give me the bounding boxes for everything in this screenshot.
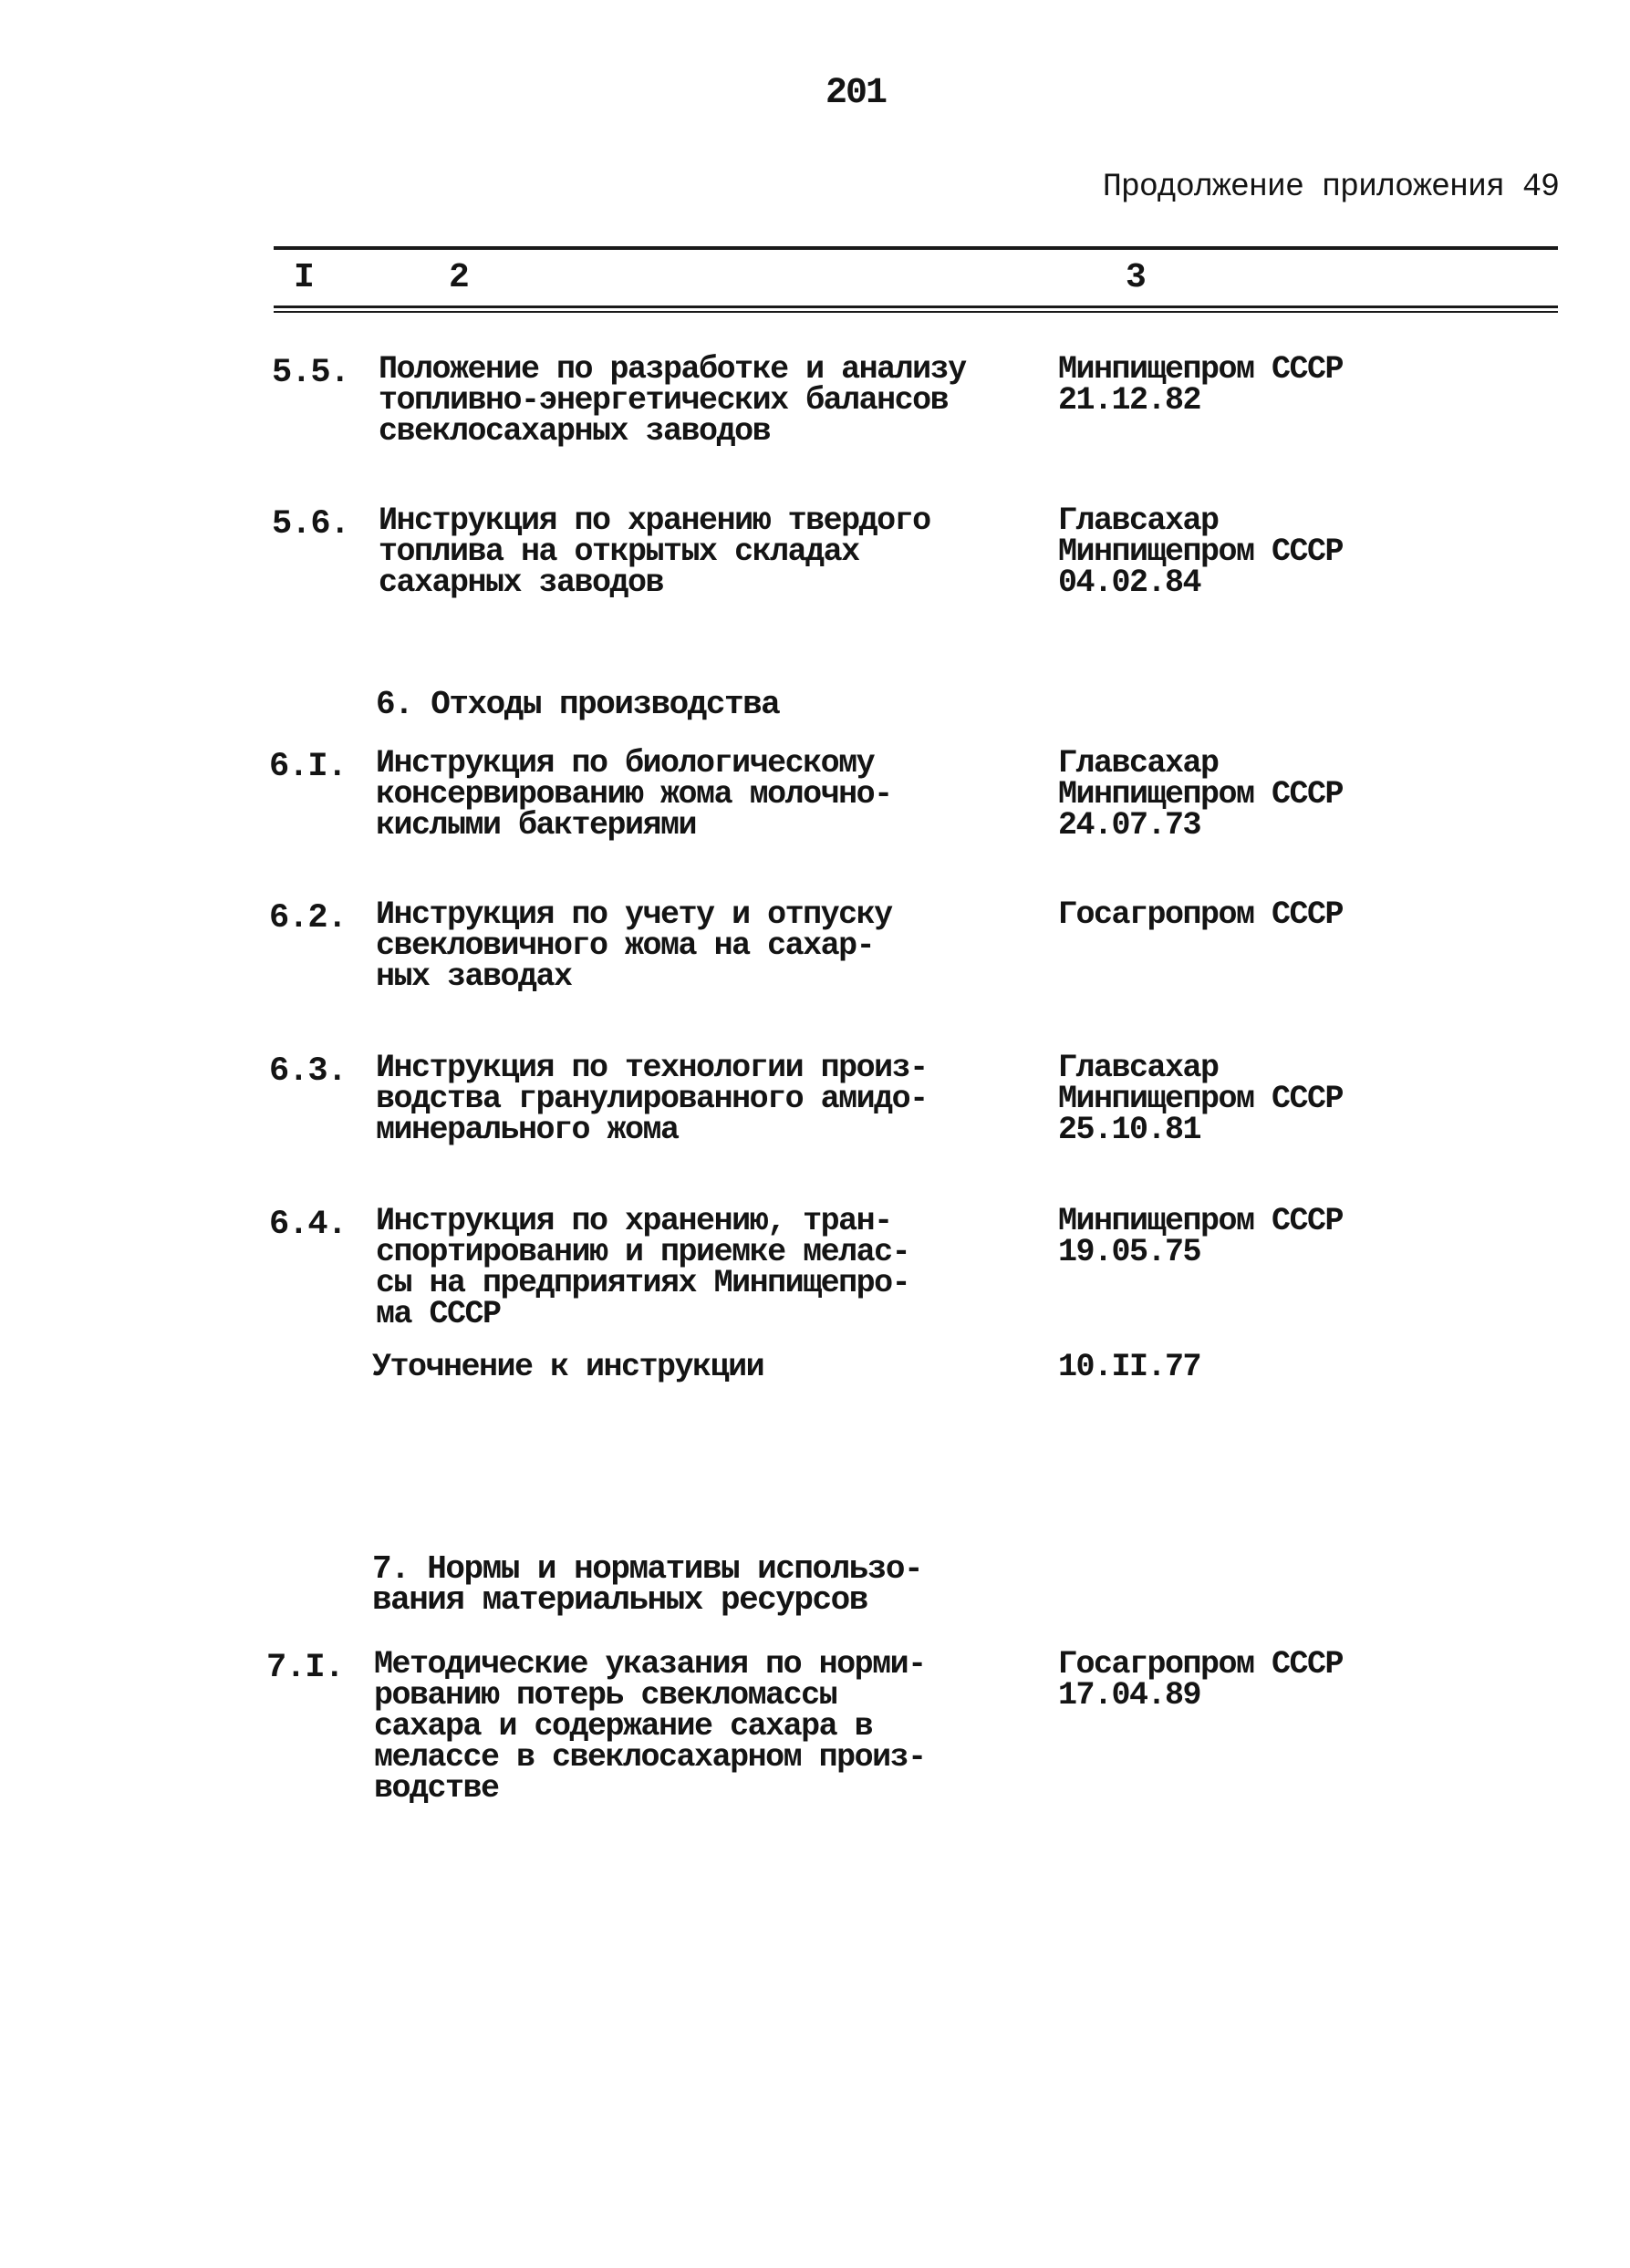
entry-number: 7.I.	[266, 1649, 344, 1687]
entry-title: Методические указания по норми- рованию потерь свекломассы сахара и содержание сахара в мелассе в свеклосахарном произ- водстве	[374, 1646, 926, 1807]
entry-title: Инструкция по технологии произ- водства гранулированного амидо- минерального жома	[376, 1050, 928, 1148]
entry-number: 6.2.	[269, 899, 347, 937]
entry-number: 5.5.	[272, 354, 349, 392]
entry-issuer: Минпищепром СССР 21.12.82	[1058, 351, 1344, 419]
entry-issuer: Главсахар Минпищепром СССР 04.02.84	[1058, 502, 1344, 601]
table-header-rule	[274, 306, 1558, 308]
column-header-2: 2	[449, 258, 470, 297]
section-heading: 6. Отходы производства	[376, 686, 780, 723]
entry-number: 6.I.	[269, 748, 347, 786]
entry-number: 5.6.	[272, 505, 349, 544]
entry-issuer: Главсахар Минпищепром СССР 24.07.73	[1058, 745, 1344, 844]
continuation-label: Продолжение приложения 49	[1102, 169, 1559, 205]
entry-issuer: Главсахар Минпищепром СССР 25.10.81	[1058, 1050, 1344, 1148]
entry-number: 6.3.	[269, 1052, 347, 1091]
entry-title: Инструкция по учету и отпуску свекловичного жома на сахар- ных заводах	[376, 896, 892, 995]
entry-note-title: Уточнение к инструкции	[372, 1349, 764, 1385]
page-number: 201	[825, 73, 887, 114]
entry-number: 6.4.	[269, 1206, 347, 1244]
column-header-1: I	[294, 258, 315, 297]
entry-issuer: Минпищепром СССР 19.05.75	[1058, 1203, 1344, 1270]
column-header-3: 3	[1126, 258, 1147, 297]
entry-title: Инструкция по хранению, тран- спортированию и приемке мелас- сы на предприятиях Минпищепро- ма СССР	[376, 1203, 910, 1332]
table-top-rule	[274, 246, 1558, 250]
entry-title: Инструкция по биологическому консервированию жома молочно- кислыми бактериями	[376, 745, 892, 844]
entry-note-date: 10.II.77	[1058, 1349, 1201, 1385]
entry-issuer: Госагропром СССР	[1058, 896, 1344, 933]
entry-title: Инструкция по хранению твердого топлива на открытых складах сахарных заводов	[379, 502, 930, 601]
entry-title: Положение по разработке и анализу топливно-энергетических балансов свеклосахарных заводов	[379, 351, 966, 450]
entry-issuer: Госагропром СССР 17.04.89	[1058, 1646, 1344, 1714]
section-heading: 7. Нормы и нормативы использо- вания материальных ресурсов	[372, 1550, 923, 1619]
